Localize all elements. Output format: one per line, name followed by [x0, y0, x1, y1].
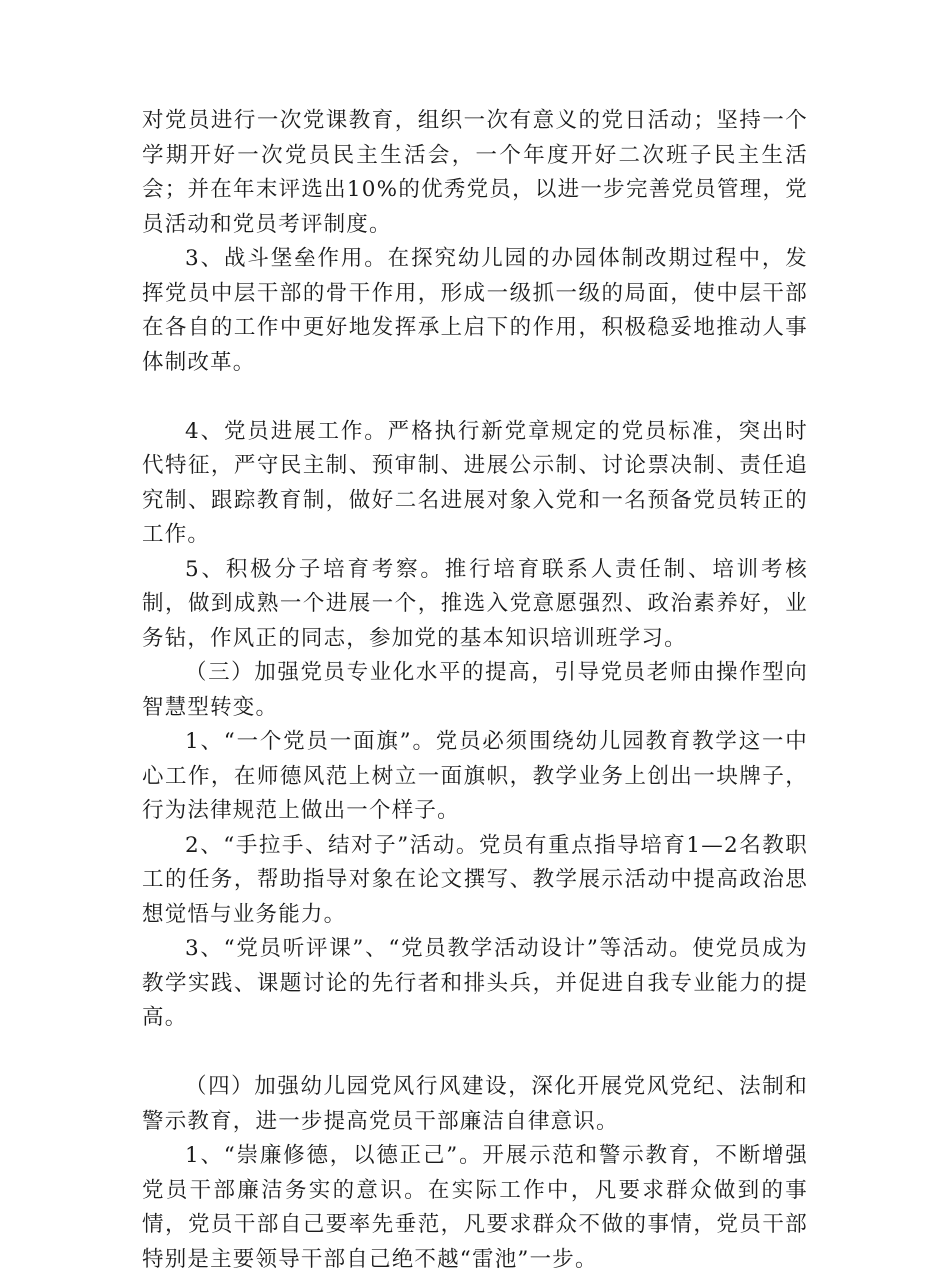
paragraph-item-4-member-development: 4、党员进展工作。严格执行新党章规定的党员标准，突出时代特征，严守民主制、预审制、进展公示制、讨论票决制、责任追究制、跟踪教育制，做好二名进展对象入党和一名预备党员转正的工作。	[142, 418, 808, 547]
section-heading-3: （三）加强党员专业化水平的提高，引导党员老师由操作型向智慧型转变。	[142, 660, 808, 720]
paragraph-item-1-integrity: 1、“崇廉修德，以德正己”。开展示范和警示教育，不断增强党员干部廉洁务实的意识。在实际工作中，凡要求群众做到的事情，党员干部自己要率先垂范，凡要求群众不做的事情，党员干部特别是主要领导干部自己绝不越“雷池”一步。	[142, 1143, 808, 1272]
document-body	[142, 104, 808, 1277]
paragraph-continuation: 对党员进行一次党课教育，组织一次有意义的党日活动；坚持一个学期开好一次党员民主生活会，一个年度开好二次班子民主生活会；并在年末评选出10%的优秀党员，以进一步完善党员管理，党员活动和党员考评制度。	[142, 108, 808, 237]
paragraph-item-1-flag: 1、“一个党员一面旗”。党员必须围绕幼儿园教育教学这一中心工作，在师德风范上树立一面旗帜，教学业务上创出一块牌子，行为法律规范上做出一个样子。	[142, 729, 808, 823]
section-heading-4: （四）加强幼儿园党风行风建设，深化开展党风党纪、法制和警示教育，进一步提高党员干部廉洁自律意识。	[142, 1074, 808, 1134]
paragraph-item-5-activist-training: 5、积极分子培育考察。推行培育联系人责任制、培训考核制，做到成熟一个进展一个，推选入党意愿强烈、政治素养好，业务钻，作风正的同志，参加党的基本知识培训班学习。	[142, 556, 808, 651]
paragraph-item-3-fortress: 3、战斗堡垒作用。在探究幼儿园的办园体制改期过程中，发挥党员中层干部的骨干作用，形成一级抓一级的局面，使中层干部在各自的工作中更好地发挥承上启下的作用，积极稳妥地推动人事体制改革。	[142, 246, 808, 375]
paragraph-item-2-pairing: 2、“手拉手、结对子”活动。党员有重点指导培育1—2名教职工的任务，帮助指导对象在论文撰写、教学展示活动中提高政治思想觉悟与业务能力。	[142, 832, 808, 927]
paragraph-item-3-lesson-review: 3、“党员听评课”、“党员教学活动设计”等活动。使党员成为教学实践、课题讨论的先行者和排头兵，并促进自我专业能力的提高。	[142, 936, 808, 1030]
